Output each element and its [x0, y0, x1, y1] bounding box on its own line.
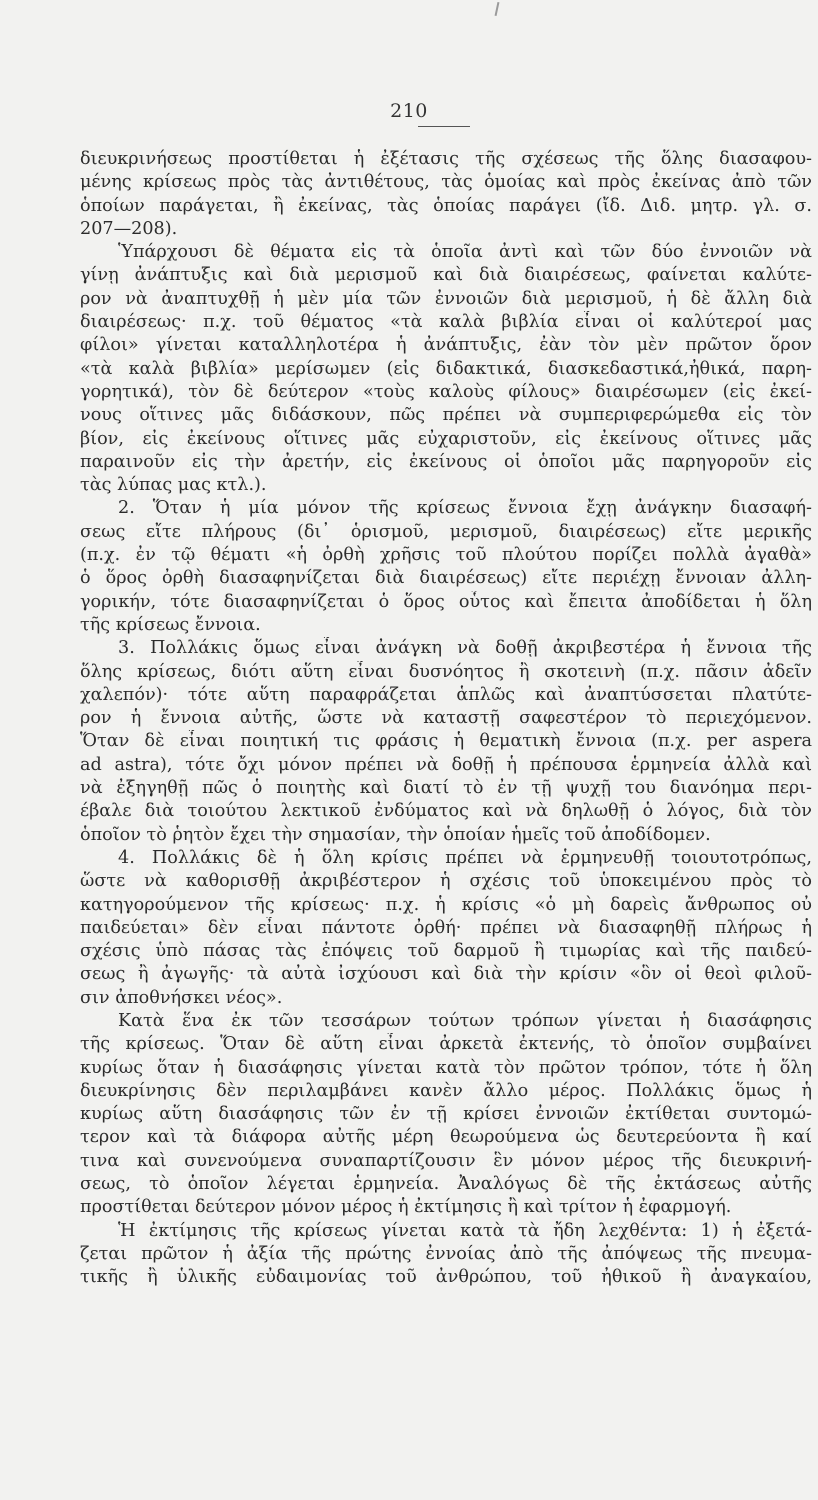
text-line: παραινοῦν εἰς τὴν ἀρετήν, εἰς ἐκείνους οἱ ὁποῖοι μᾶς παρηγοροῦν εἰς	[80, 451, 812, 472]
text-line: τὰς λύπας μας κτλ.).	[80, 475, 267, 496]
text-line: (π.χ. ἐν τῷ θέματι «ἡ ὀρθὴ χρῆσις τοῦ πλούτου πορίζει πολλὰ ἀγαθὰ»	[80, 545, 812, 566]
text-line: γίνῃ ἀνάπτυξις καὶ διὰ μερισμοῦ καὶ διὰ διαιρέσεως, φαίνεται καλύτε-	[80, 265, 812, 286]
text-line: φίλοι» γίνεται καταλληλοτέρα ἡ ἀνάπτυξις, ἐὰν τὸν μὲν πρῶτον ὅρον	[80, 335, 812, 356]
text-line: τινα καὶ συνενούμενα συναπαρτίζουσιν ἓν μόνον μέρος τῆς διευκρινή-	[80, 1150, 812, 1171]
text-line: παιδεύεται» δὲν εἶναι πάντοτε ὀρθή· πρέπει νὰ διασαφηθῇ πλήρως ἡ	[80, 917, 812, 938]
text-line: σιν ἀποθνήσκει νέος».	[80, 987, 283, 1008]
text-line: χαλεπόν)· τότε αὕτη παραφράζεται ἁπλῶς καὶ ἀναπτύσσεται πλατύτε-	[80, 684, 812, 705]
text-line: τῆς κρίσεως ἔννοια.	[80, 614, 261, 635]
text-line: 2. Ὅταν ἡ μία μόνον τῆς κρίσεως ἔννοια ἔχῃ ἀνάγκην διασαφή-	[118, 498, 812, 519]
text-line: 4. Πολλάκις δὲ ἡ ὅλη κρίσις πρέπει νὰ ἑρμηνευθῇ τοιουτοτρόπως,	[118, 847, 812, 868]
text-line: διαιρέσεως· π.χ. τοῦ θέματος «τὰ καλὰ βιβλία εἶναι οἱ καλύτεροί μας	[80, 312, 812, 333]
text-line: ὁποῖον τὸ ῥητὸν ἔχει τὴν σημασίαν, τὴν ὁποίαν ἡμεῖς τοῦ ἀποδίδομεν.	[80, 824, 711, 845]
text-line: ὥστε νὰ καθορισθῇ ἀκριβέστερον ἡ σχέσις τοῦ ὑποκειμένου πρὸς τὸ	[80, 871, 812, 892]
ink-mark	[495, 2, 500, 16]
page-number: 210	[390, 100, 428, 122]
text-line: προστίθεται δεύτερον μόνον μέρος ἡ ἐκτίμησις ἢ καὶ τρίτον ἡ ἐφαρμογή.	[80, 1197, 732, 1218]
text-line: κατηγορούμενον τῆς κρίσεως· π.χ. ἡ κρίσις «ὁ μὴ δαρεὶς ἄνθρωπος οὐ	[80, 894, 812, 915]
text-line: Ὑπάρχουσι δὲ θέματα εἰς τὰ ὁποῖα ἀντὶ καὶ τῶν δύο ἐννοιῶν νὰ	[118, 242, 812, 263]
text-line: ὅλης κρίσεως, διότι αὕτη εἶναι δυσνόητος ἢ σκοτεινὴ (π.χ. πᾶσιν ἀδεῖν	[80, 661, 812, 682]
text-line: ρον ἡ ἔννοια αὐτῆς, ὥστε νὰ καταστῇ σαφεστέρον τὸ περιεχόμενον.	[80, 708, 812, 729]
text-line: ρον νὰ ἀναπτυχθῇ ἡ μὲν μία τῶν ἐννοιῶν διὰ μερισμοῦ, ἡ δὲ ἄλλη διὰ	[80, 288, 812, 309]
text-line: σχέσις ὑπὸ πάσας τὰς ἐπόψεις τοῦ δαρμοῦ ἢ τιμωρίας καὶ τῆς παιδεύ-	[80, 941, 812, 962]
text-line: σεως εἴτε πλήρους (δι᾽ ὁρισμοῦ, μερισμοῦ, διαιρέσεως) εἴτε μερικῆς	[80, 521, 812, 542]
text-line: Ἡ ἐκτίμησις τῆς κρίσεως γίνεται κατὰ τὰ ἤδη λεχθέντα: 1) ἡ ἐξετά-	[118, 1220, 812, 1241]
page-number-underline	[418, 126, 470, 127]
text-line: 207—208).	[80, 218, 178, 239]
text-line: ὁ ὅρος ὀρθὴ διασαφηνίζεται διὰ διαιρέσεως) εἴτε περιέχῃ ἔννοιαν ἀλλη-	[80, 568, 812, 589]
text-line: Κατὰ ἕνα ἐκ τῶν τεσσάρων τούτων τρόπων γίνεται ἡ διασάφησις	[118, 1010, 812, 1031]
text-line: νους οἵτινες μᾶς διδάσκουν, πῶς πρέπει νὰ συμπεριφερώμεθα εἰς τὸν	[80, 405, 812, 426]
text-line: βίον, εἰς ἐκείνους οἵτινες μᾶς εὐχαριστοῦν, εἰς ἐκείνους οἵτινες μᾶς	[80, 428, 812, 449]
text-line: Ὅταν δὲ εἶναι ποιητική τις φράσις ἡ θεματικὴ ἔννοια (π.χ. per aspera	[80, 731, 812, 752]
text-line: κυρίως αὕτη διασάφησις τῶν ἐν τῇ κρίσει ἐννοιῶν ἐκτίθεται συντομώ-	[80, 1104, 812, 1125]
text-line: έβαλε διὰ τοιούτου λεκτικοῦ ἐνδύματος καὶ νὰ δηλωθῇ ὁ λόγος, διὰ τὸν	[80, 801, 812, 822]
text-line: ad astra), τότε ὄχι μόνον πρέπει νὰ δοθῇ ἡ πρέπουσα ἑρμηνεία ἀλλὰ καὶ	[80, 754, 812, 775]
text-line: 3. Πολλάκις ὅμως εἶναι ἀνάγκη νὰ δοθῇ ἀκριβεστέρα ἡ ἔννοια τῆς	[118, 638, 812, 659]
text-line: μένης κρίσεως πρὸς τὰς ἀντιθέτους, τὰς ὁμοίας καὶ πρὸς ἐκείνας ἀπὸ τῶν	[80, 172, 812, 193]
text-line: τερον καὶ τὰ διάφορα αὐτῆς μέρη θεωρούμενα ὡς δευτερεύοντα ἢ καί	[80, 1127, 812, 1148]
text-line: σεως, τὸ ὁποῖον λέγεται ἑρμηνεία. Ἀναλόγως δὲ τῆς ἐκτάσεως αὐτῆς	[80, 1174, 812, 1195]
text-line: νὰ ἐξηγηθῇ πῶς ὁ ποιητὴς καὶ διατί τὸ ἐν τῇ ψυχῇ του διανόημα περι-	[80, 778, 812, 799]
text-line: γορικήν, τότε διασαφηνίζεται ὁ ὅρος οὗτος καὶ ἔπειτα ἀποδίδεται ἡ ὅλη	[80, 591, 812, 612]
text-line: τικῆς ἢ ὑλικῆς εὐδαιμονίας τοῦ ἀνθρώπου, τοῦ ἠθικοῦ ἢ ἀναγκαίου,	[80, 1267, 812, 1288]
body-text	[80, 148, 812, 1290]
text-line: «τὰ καλὰ βιβλία» μερίσωμεν (εἰς διδακτικά, διασκεδαστικά,ἠθικά, παρη-	[80, 358, 812, 379]
text-line: γορητικά), τὸν δὲ δεύτερον «τοὺς καλοὺς φίλους» διαιρέσωμεν (εἰς ἐκεί-	[80, 381, 812, 402]
text-line: τῆς κρίσεως. Ὅταν δὲ αὕτη εἶναι ἀρκετὰ ἐκτενής, τὸ ὁποῖον συμβαίνει	[80, 1034, 812, 1055]
text-line: ὁποίων παράγεται, ἢ ἐκείνας, τὰς ὁποίας παράγει (ἴδ. Διδ. μητρ. γλ. σ.	[80, 195, 812, 216]
text-line: διευκρίνησις δὲν περιλαμβάνει κανὲν ἄλλο μέρος. Πολλάκις ὅμως ἡ	[80, 1080, 812, 1101]
text-line: σεως ἢ ἀγωγῆς· τὰ αὐτὰ ἰσχύουσι καὶ διὰ τὴν κρίσιν «ὃν οἱ θεοὶ φιλοῦ-	[80, 964, 812, 985]
text-line: ζεται πρῶτον ἡ ἀξία τῆς πρώτης ἐννοίας ἀπὸ τῆς ἀπόψεως τῆς πνευμα-	[80, 1243, 812, 1264]
text-line: διευκρινήσεως προστίθεται ἡ ἐξέτασις τῆς σχέσεως τῆς ὅλης διασαφου-	[80, 149, 812, 169]
text-line: κυρίως ὅταν ἡ διασάφησις γίνεται κατὰ τὸν πρῶτον τρόπον, τότε ἡ ὅλη	[80, 1057, 812, 1078]
